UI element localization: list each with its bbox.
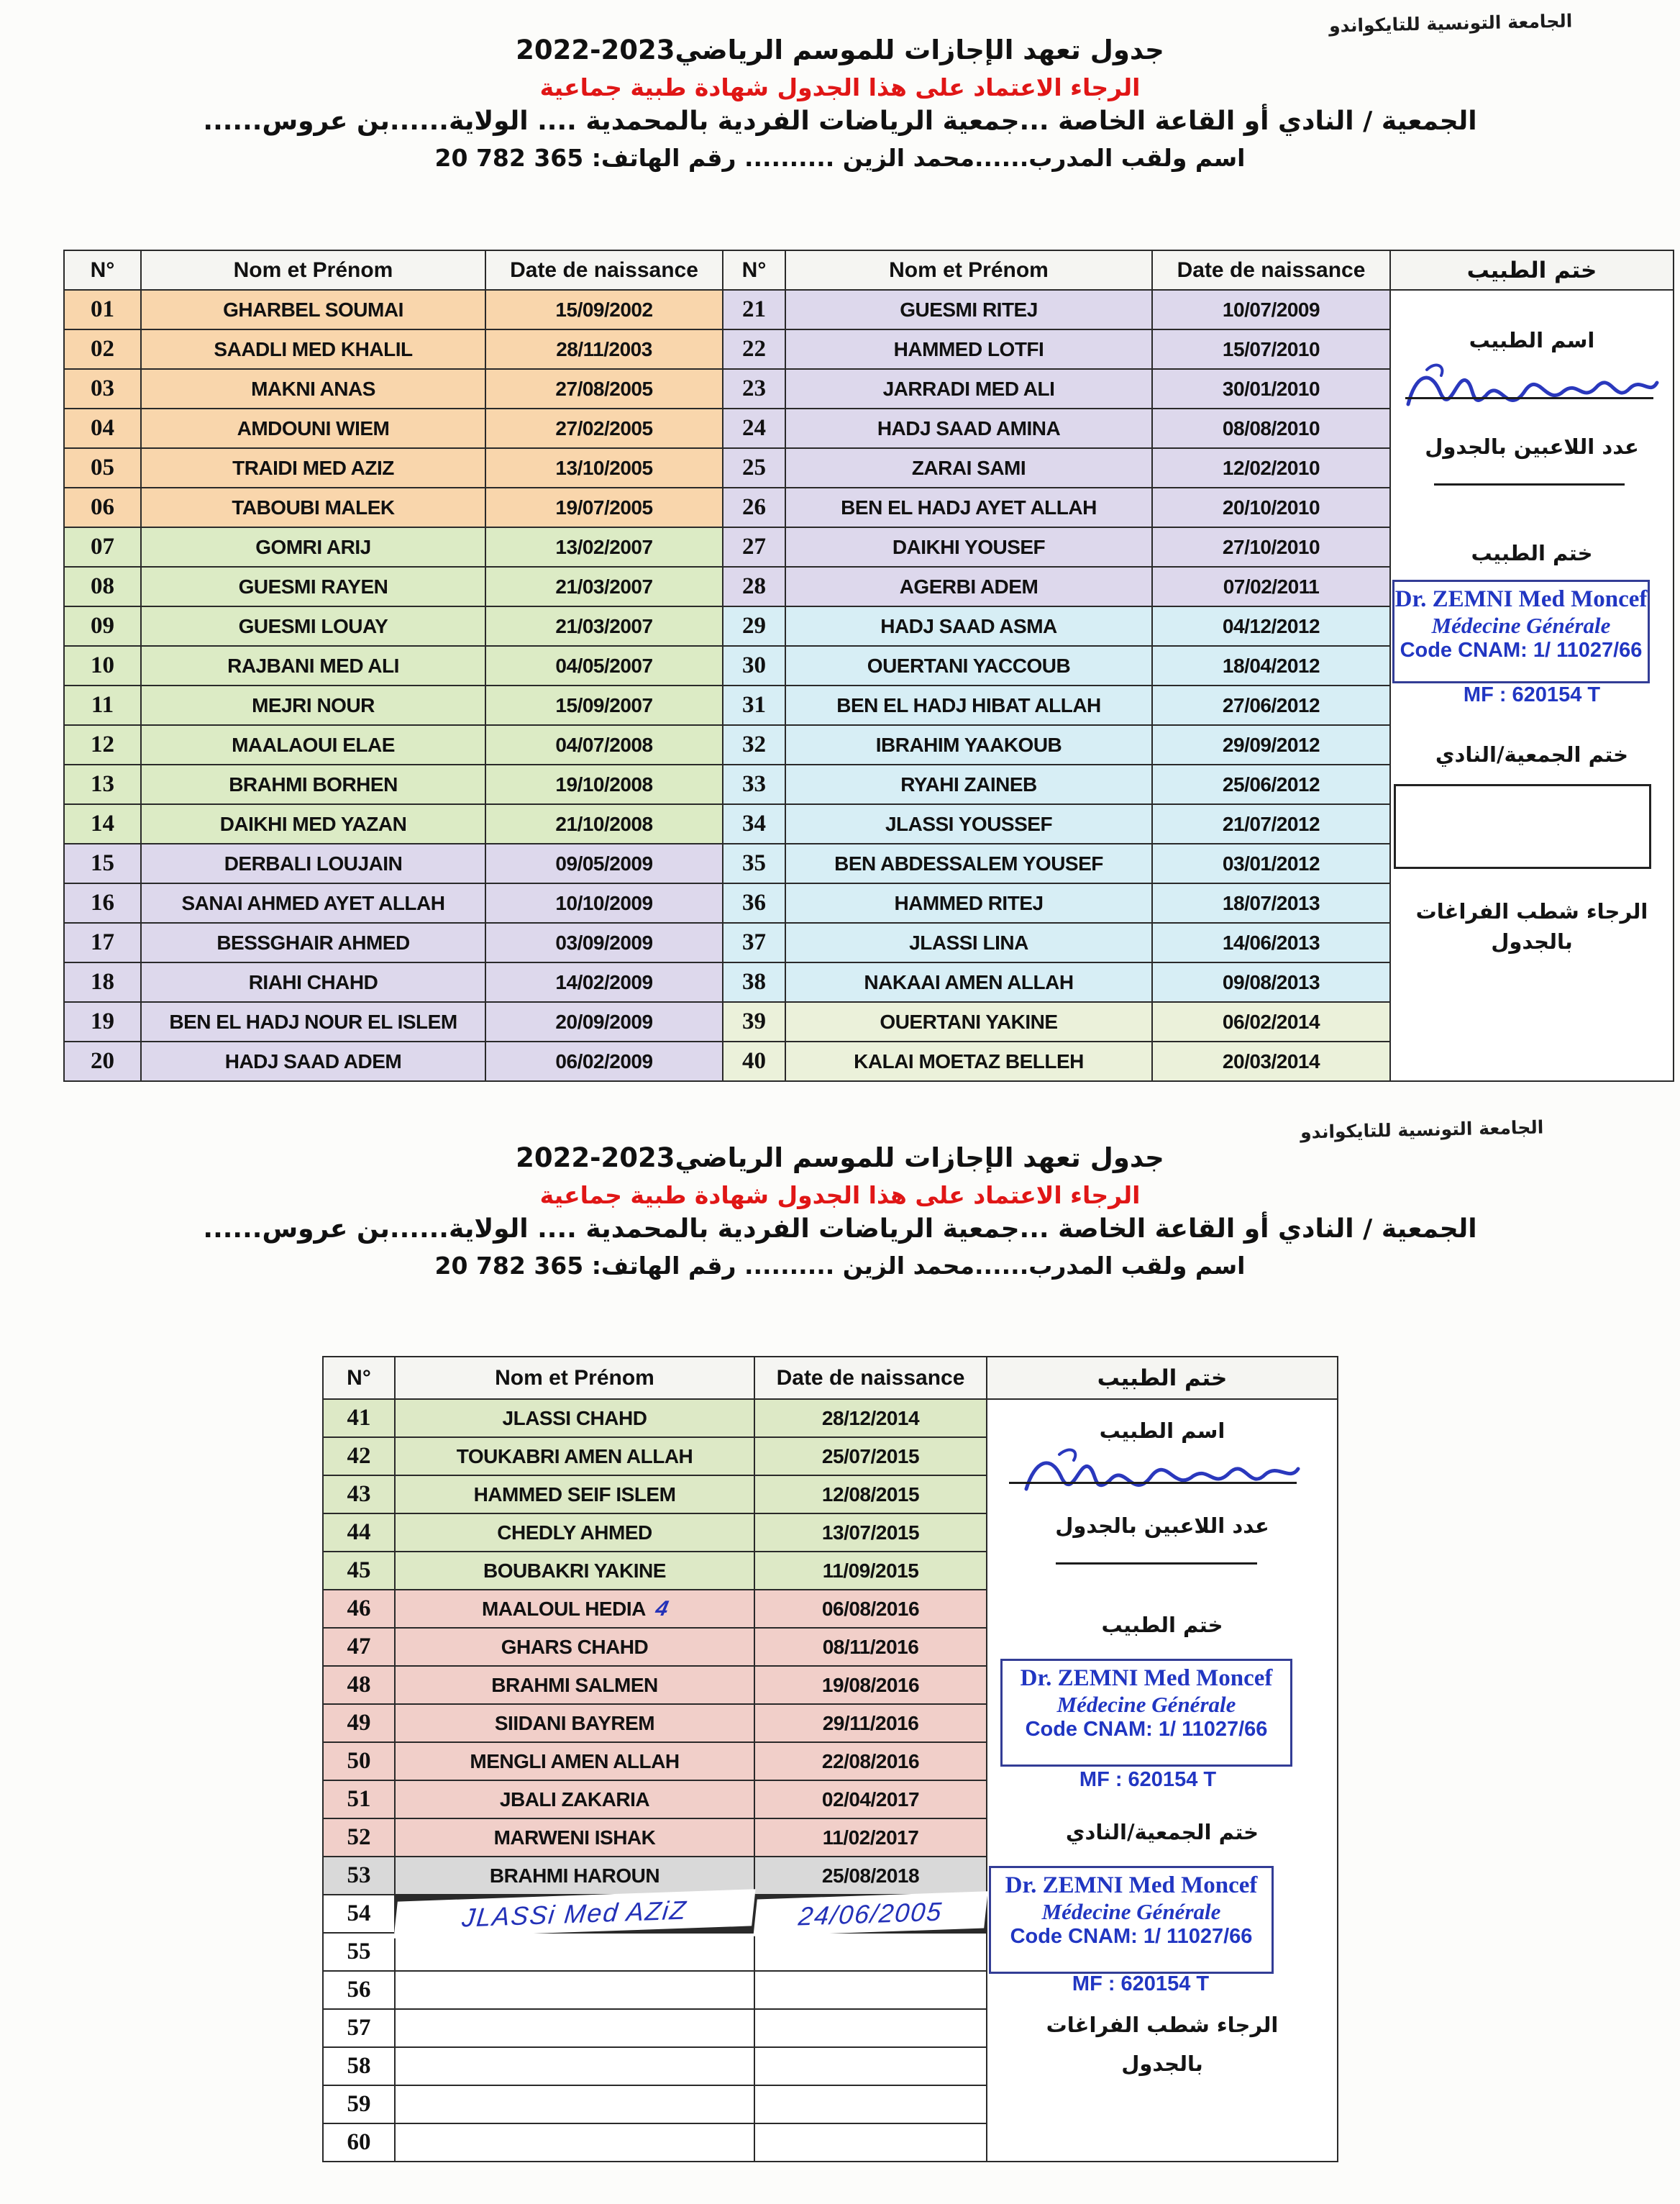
club-stamp-label: ختم الجمعية/النادي (1065, 1820, 1259, 1844)
cell-dob: 13/07/2015 (755, 1514, 986, 1551)
cell-name (396, 2010, 754, 2046)
cell-name: DERBALI LOUJAIN (142, 844, 485, 883)
cell-num: 32 (723, 726, 785, 764)
cell-name: MEJRI NOUR (142, 686, 485, 724)
cell-num: 19 (65, 1003, 140, 1041)
cell-name (396, 2124, 754, 2161)
stamp-cnam-code: Code CNAM: 1/ 11027/66 (1010, 1925, 1253, 1948)
column-header: ختم الطبيب (1391, 251, 1673, 289)
cell-name: OUERTANI YACCOUB (786, 647, 1151, 685)
cell-num: 11 (65, 686, 140, 724)
cell-dob: 10/07/2009 (1153, 291, 1389, 329)
column-header: Date de naissance (1153, 251, 1389, 289)
cell-dob: 06/02/2014 (1153, 1003, 1389, 1041)
cell-name: BEN EL HADJ AYET ALLAH (786, 488, 1151, 527)
cell-name: OUERTANI YAKINE (786, 1003, 1151, 1041)
cell-num: 02 (65, 330, 140, 368)
cell-dob: 11/09/2015 (755, 1552, 986, 1589)
cell-name: MARWENI ISHAK (396, 1819, 754, 1856)
cell-dob: 21/03/2007 (486, 568, 722, 606)
cell-num: 17 (65, 924, 140, 962)
cell-dob: 15/09/2007 (486, 686, 722, 724)
cell-num: 39 (723, 1003, 785, 1041)
club-stamp-label: ختم الجمعية/النادي (1435, 742, 1629, 767)
cell-dob: 30/01/2010 (1153, 370, 1389, 408)
cell-dob: 09/08/2013 (1153, 963, 1389, 1001)
doctor-stamp-label: ختم الطبيب (1471, 541, 1593, 565)
stamp-mf-code: MF : 620154 T (1463, 683, 1601, 706)
doctor-stamp-label: ختم الطبيب (1101, 1613, 1223, 1637)
cell-name: BRAHMI HAROUN (396, 1857, 754, 1894)
cell-num: 20 (65, 1042, 140, 1080)
cell-num: 48 (324, 1667, 394, 1703)
red-notice: الرجاء الاعتماد على هذا الجدول شهادة طبية جماعية (539, 73, 1141, 101)
cell-dob: 06/08/2016 (755, 1590, 986, 1627)
cell-name: JLASSI LINA (786, 924, 1151, 962)
cell-num: 10 (65, 647, 140, 685)
cell-num: 07 (65, 528, 140, 566)
cell-name (396, 2048, 754, 2085)
cell-num: 14 (65, 805, 140, 843)
cell-num: 30 (723, 647, 785, 685)
cell-num: 16 (65, 884, 140, 922)
cell-name: ZARAI SAMI (786, 449, 1151, 487)
stamp-mf-code: MF : 620154 T (1079, 1768, 1217, 1791)
cell-dob: 19/08/2016 (755, 1667, 986, 1703)
cell-dob (755, 2124, 986, 2161)
stamp-cnam-code: Code CNAM: 1/ 11027/66 (1400, 639, 1643, 662)
cell-dob: 14/02/2009 (486, 963, 722, 1001)
cell-num: 23 (723, 370, 785, 408)
column-header: Nom et Prénom (396, 1357, 754, 1398)
cell-dob: 13/02/2007 (486, 528, 722, 566)
column-header: Date de naissance (486, 251, 722, 289)
cell-name: HADJ SAAD ASMA (786, 607, 1151, 645)
roster-table-1 (63, 250, 1674, 1082)
note-line-2: بالجدول (1491, 929, 1573, 954)
cell-name: SANAI AHMED AYET ALLAH (142, 884, 485, 922)
cell-num: 58 (324, 2048, 394, 2085)
doctor-stamp-column (1391, 291, 1673, 1080)
cell-num: 18 (65, 963, 140, 1001)
cell-dob: 29/09/2012 (1153, 726, 1389, 764)
cell-num: 51 (324, 1781, 394, 1818)
cell-dob: 11/02/2017 (755, 1819, 986, 1856)
red-notice-2: الرجاء الاعتماد على هذا الجدول شهادة طبية جماعية (539, 1181, 1141, 1209)
cell-dob: 07/02/2011 (1153, 568, 1389, 606)
cell-name: KALAI MOETAZ BELLEH (786, 1042, 1151, 1080)
cell-num: 60 (324, 2124, 394, 2161)
cell-dob (755, 2010, 986, 2046)
cell-num: 13 (65, 765, 140, 803)
cell-dob: 18/07/2013 (1153, 884, 1389, 922)
cell-name: GHARS CHAHD (396, 1629, 754, 1665)
cell-name (396, 2086, 754, 2123)
note-line-1: الرجاء شطب الفراغات (1415, 899, 1648, 924)
cell-num: 04 (65, 409, 140, 447)
doctor-name-label: اسم الطبيب (1099, 1419, 1225, 1443)
cell-num: 26 (723, 488, 785, 527)
cell-dob: 03/09/2009 (486, 924, 722, 962)
cell-num: 27 (723, 528, 785, 566)
cell-dob: 24/06/2005 (753, 1891, 987, 1936)
stamp-mf-code: MF : 620154 T (1072, 1972, 1210, 1995)
cell-dob: 09/05/2009 (486, 844, 722, 883)
cell-num: 42 (324, 1438, 394, 1475)
cell-name: JLASSI YOUSSEF (786, 805, 1151, 843)
stamp-doctor-name: Dr. ZEMNI Med Moncef (1020, 1665, 1273, 1691)
cell-dob: 15/07/2010 (1153, 330, 1389, 368)
cell-num: 40 (723, 1042, 785, 1080)
cell-num: 24 (723, 409, 785, 447)
cell-dob (755, 2048, 986, 2085)
cell-num: 59 (324, 2086, 394, 2123)
cell-dob: 13/10/2005 (486, 449, 722, 487)
cell-dob: 02/04/2017 (755, 1781, 986, 1818)
cell-dob: 29/11/2016 (755, 1705, 986, 1741)
cell-dob: 25/06/2012 (1153, 765, 1389, 803)
cell-name: HAMMED RITEJ (786, 884, 1151, 922)
roster-table-2 (322, 1356, 1338, 2162)
cell-name: IBRAHIM YAAKOUB (786, 726, 1151, 764)
document-title-2: جدول تعهد الإجازات للموسم الرياضي2023-2022 (516, 1142, 1164, 1173)
cell-dob: 15/09/2002 (486, 291, 722, 329)
cell-dob: 27/10/2010 (1153, 528, 1389, 566)
cell-dob: 06/02/2009 (486, 1042, 722, 1080)
cell-num: 22 (723, 330, 785, 368)
cell-name: BRAHMI BORHEN (142, 765, 485, 803)
cell-num: 05 (65, 449, 140, 487)
players-count-label: عدد اللاعبين بالجدول (1055, 1513, 1269, 1538)
cell-name: BRAHMI SALMEN (396, 1667, 754, 1703)
players-count-label: عدد اللاعبين بالجدول (1425, 434, 1639, 459)
cell-num: 41 (324, 1400, 394, 1436)
cell-dob: 21/03/2007 (486, 607, 722, 645)
cell-dob: 12/02/2010 (1153, 449, 1389, 487)
cell-name (396, 1972, 754, 2008)
column-header: N° (65, 251, 140, 289)
cell-name: BOUBAKRI YAKINE (396, 1552, 754, 1589)
column-header: Date de naissance (755, 1357, 986, 1398)
cell-dob: 28/11/2003 (486, 330, 722, 368)
stamp-doctor-name: Dr. ZEMNI Med Moncef (1394, 586, 1648, 612)
cell-name: DAIKHI MED YAZAN (142, 805, 485, 843)
cell-num: 31 (723, 686, 785, 724)
column-header: Nom et Prénom (786, 251, 1151, 289)
cell-name: JBALI ZAKARIA (396, 1781, 754, 1818)
cell-name: GOMRI ARIJ (142, 528, 485, 566)
cell-dob: 27/06/2012 (1153, 686, 1389, 724)
cell-num: 36 (723, 884, 785, 922)
cell-num: 06 (65, 488, 140, 527)
cell-num: 33 (723, 765, 785, 803)
cell-dob: 04/07/2008 (486, 726, 722, 764)
cell-num: 35 (723, 844, 785, 883)
cell-num: 38 (723, 963, 785, 1001)
club-line: الجمعية / النادي أو القاعة الخاصة ...جمعية الرياضات الفردية بالمحمدية .... الولاية......بن عروس...... (203, 106, 1477, 136)
cell-num: 25 (723, 449, 785, 487)
cell-name: AGERBI ADEM (786, 568, 1151, 606)
column-header: N° (324, 1357, 394, 1398)
cell-num: 50 (324, 1743, 394, 1780)
cell-num: 56 (324, 1972, 394, 2008)
cell-name: HADJ SAAD AMINA (786, 409, 1151, 447)
cell-num: 37 (723, 924, 785, 962)
cell-name: HAMMED LOTFI (786, 330, 1151, 368)
cell-name: AMDOUNI WIEM (142, 409, 485, 447)
cell-num: 45 (324, 1552, 394, 1589)
cell-num: 46 (324, 1590, 394, 1627)
cell-name: BEN ABDESSALEM YOUSEF (786, 844, 1151, 883)
cell-dob: 08/08/2010 (1153, 409, 1389, 447)
cell-dob: 12/08/2015 (755, 1476, 986, 1513)
cell-name: TRAIDI MED AZIZ (142, 449, 485, 487)
cell-dob: 27/08/2005 (486, 370, 722, 408)
pen-mark: 4 (653, 1596, 670, 1621)
cell-num: 29 (723, 607, 785, 645)
cell-dob (755, 1972, 986, 2008)
cell-name: RAJBANI MED ALI (142, 647, 485, 685)
column-header: N° (723, 251, 785, 289)
cell-num: 15 (65, 844, 140, 883)
cell-dob: 27/02/2005 (486, 409, 722, 447)
federation-name-top: الجامعة التونسية للتايكواندو (1328, 10, 1573, 37)
cell-dob: 25/07/2015 (755, 1438, 986, 1475)
stamp-cnam-code: Code CNAM: 1/ 11027/66 (1025, 1718, 1268, 1741)
cell-name: RYAHI ZAINEB (786, 765, 1151, 803)
cell-dob: 10/10/2009 (486, 884, 722, 922)
cell-num: 54 (324, 1895, 394, 1932)
cell-name: GUESMI LOUAY (142, 607, 485, 645)
cell-num: 44 (324, 1514, 394, 1551)
cell-dob: 20/10/2010 (1153, 488, 1389, 527)
note-line-2: بالجدول (1121, 2052, 1203, 2076)
cell-dob: 08/11/2016 (755, 1629, 986, 1665)
federation-name-bottom: الجامعة التونسية للتايكواندو (1300, 1116, 1544, 1143)
cell-dob: 03/01/2012 (1153, 844, 1389, 883)
coach-phone-line-2: اسم ولقب المدرب......محمد الزين .......... رقم الهاتف: 365 782 20 (434, 1252, 1246, 1280)
cell-dob: 20/03/2014 (1153, 1042, 1389, 1080)
cell-name: MAALAOUI ELAE (142, 726, 485, 764)
cell-num: 57 (324, 2010, 394, 2046)
cell-dob: 21/07/2012 (1153, 805, 1389, 843)
stamp-doctor-name: Dr. ZEMNI Med Moncef (1005, 1872, 1258, 1898)
cell-num: 12 (65, 726, 140, 764)
cell-name: HAMMED SEIF ISLEM (396, 1476, 754, 1513)
doctor-name-label: اسم الطبيب (1469, 328, 1595, 352)
cell-dob (755, 1934, 986, 1970)
cell-name: BEN EL HADJ NOUR EL ISLEM (142, 1003, 485, 1041)
cell-dob: 18/04/2012 (1153, 647, 1389, 685)
cell-name: GUESMI RAYEN (142, 568, 485, 606)
doctor-stamp-column (987, 1400, 1337, 2161)
cell-name: SAADLI MED KHALIL (142, 330, 485, 368)
cell-name: MENGLI AMEN ALLAH (396, 1743, 754, 1780)
note-line-1: الرجاء شطب الفراغات (1046, 2013, 1279, 2037)
cell-num: 43 (324, 1476, 394, 1513)
cell-dob: 25/08/2018 (755, 1857, 986, 1894)
cell-dob: 19/10/2008 (486, 765, 722, 803)
cell-name: SIIDANI BAYREM (396, 1705, 754, 1741)
cell-num: 08 (65, 568, 140, 606)
cell-dob: 21/10/2008 (486, 805, 722, 843)
cell-dob: 20/09/2009 (486, 1003, 722, 1041)
cell-num: 52 (324, 1819, 394, 1856)
cell-name: BESSGHAIR AHMED (142, 924, 485, 962)
cell-name: MAKNI ANAS (142, 370, 485, 408)
cell-name: TABOUBI MALEK (142, 488, 485, 527)
cell-num: 09 (65, 607, 140, 645)
column-header: Nom et Prénom (142, 251, 485, 289)
cell-name: CHEDLY AHMED (396, 1514, 754, 1551)
coach-phone-line: اسم ولقب المدرب......محمد الزين .......... رقم الهاتف: 365 782 20 (434, 144, 1246, 172)
cell-num: 28 (723, 568, 785, 606)
cell-name: JLASSI CHAHD (396, 1400, 754, 1436)
club-line-2: الجمعية / النادي أو القاعة الخاصة ...جمعية الرياضات الفردية بالمحمدية .... الولاية......بن عروس...... (203, 1214, 1477, 1244)
column-header: ختم الطبيب (987, 1357, 1337, 1398)
cell-name: GUESMI RITEJ (786, 291, 1151, 329)
cell-dob: 19/07/2005 (486, 488, 722, 527)
cell-num: 21 (723, 291, 785, 329)
cell-num: 55 (324, 1934, 394, 1970)
stamp-speciality: Médecine Générale (1431, 613, 1611, 638)
cell-dob (755, 2086, 986, 2123)
cell-name: HADJ SAAD ADEM (142, 1042, 485, 1080)
cell-name: GHARBEL SOUMAI (142, 291, 485, 329)
cell-name: RIAHI CHAHD (142, 963, 485, 1001)
document-title: جدول تعهد الإجازات للموسم الرياضي2023-2022 (516, 35, 1164, 65)
cell-num: 47 (324, 1629, 394, 1665)
stamp-speciality: Médecine Générale (1041, 1899, 1221, 1924)
cell-name: DAIKHI YOUSEF (786, 528, 1151, 566)
cell-num: 53 (324, 1857, 394, 1894)
cell-num: 34 (723, 805, 785, 843)
cell-name: JLASSi Med AZiZ (393, 1889, 755, 1939)
cell-name: JARRADI MED ALI (786, 370, 1151, 408)
cell-name (396, 1934, 754, 1970)
cell-num: 49 (324, 1705, 394, 1741)
cell-dob: 22/08/2016 (755, 1743, 986, 1780)
cell-name: NAKAAI AMEN ALLAH (786, 963, 1151, 1001)
cell-name: MAALOUL HEDIA 4 (396, 1590, 754, 1627)
cell-num: 01 (65, 291, 140, 329)
cell-dob: 04/12/2012 (1153, 607, 1389, 645)
cell-name: TOUKABRI AMEN ALLAH (396, 1438, 754, 1475)
cell-num: 03 (65, 370, 140, 408)
cell-name: BEN EL HADJ HIBAT ALLAH (786, 686, 1151, 724)
cell-dob: 14/06/2013 (1153, 924, 1389, 962)
cell-dob: 28/12/2014 (755, 1400, 986, 1436)
cell-dob: 04/05/2007 (486, 647, 722, 685)
stamp-speciality: Médecine Générale (1056, 1692, 1236, 1717)
